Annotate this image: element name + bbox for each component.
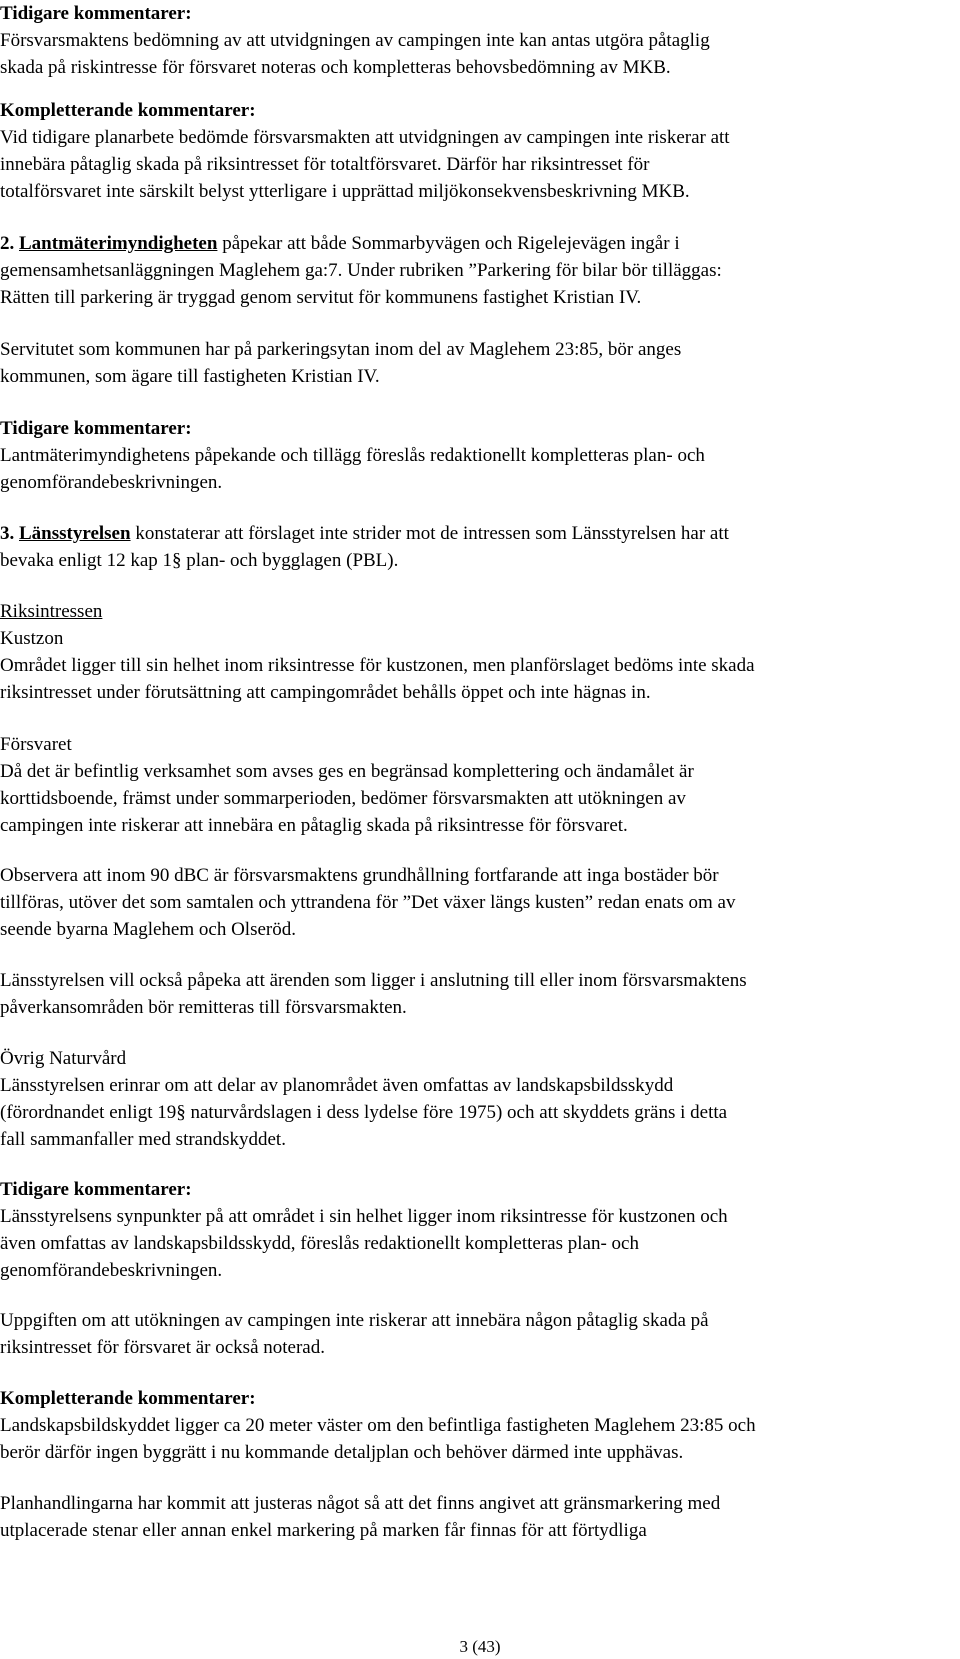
previous-comments-block-3: [0, 1176, 960, 1284]
remiss-paragraph: [0, 967, 960, 1021]
subheading: Kustzon: [0, 628, 64, 649]
text-line: genomförandebeskrivningen.: [0, 472, 223, 493]
text-line: genomförandebeskrivningen.: [0, 1260, 223, 1281]
text-line: fall sammanfaller med strandskyddet.: [0, 1129, 286, 1150]
forsvaret-section: [0, 731, 960, 839]
subheading: Övrig Naturvård: [0, 1048, 127, 1069]
item-2-lantmateri: [0, 230, 960, 311]
text-line: Försvarsmaktens bedömning av att utvidgningen av campingen inte kan antas utgöra påtaglig: [0, 30, 710, 51]
text-line: gemensamhetsanläggningen Maglehem ga:7. Under rubriken ”Parkering för bilar bör tilläggas:: [0, 260, 722, 281]
item-number: 2.: [0, 233, 15, 254]
planhandlingar-paragraph: [0, 1490, 960, 1544]
text-line: Uppgiften om att utökningen av campingen inte riskerar att innebära någon påtaglig skada på: [0, 1310, 709, 1331]
text-line: utplacerade stenar eller annan enkel markering på marken får finnas för att förtydliga: [0, 1520, 647, 1541]
text-line: Länsstyrelsens synpunkter på att området i sin helhet ligger inom riksintresse för kustzonen och: [0, 1206, 728, 1227]
text-fragment: konstaterar att förslaget inte strider mot de intressen som Länsstyrelsen har att: [135, 523, 729, 544]
text-line: Länsstyrelsen vill också påpeka att ärenden som ligger i anslutning till eller inom försvarsmaktens: [0, 970, 747, 991]
text-line: berör därför ingen byggrätt i nu kommande detaljplan och behöver därmed inte upphävas.: [0, 1442, 684, 1463]
section-heading: Kompletterande kommentarer:: [0, 100, 256, 121]
text-line: [0, 230, 960, 257]
text-line: Länsstyrelsen erinrar om att delar av planområdet även omfattas av landskapsbildsskydd: [0, 1075, 674, 1096]
section-heading: Tidigare kommentarer:: [0, 3, 192, 24]
subheading: Försvaret: [0, 734, 72, 755]
observera-paragraph: [0, 862, 960, 943]
text-line: skada på riskintresse för försvaret noteras och kompletteras behovsbedömning av MKB.: [0, 57, 671, 78]
text-line: kommunen, som ägare till fastigheten Kristian IV.: [0, 366, 380, 387]
item-number: 3.: [0, 523, 15, 544]
servitut-paragraph: [0, 336, 960, 390]
text-line: Observera att inom 90 dBC är försvarsmaktens grundhållning fortfarande att inga bostäder bör: [0, 865, 719, 886]
text-line: korttidsboende, främst under sommarperioden, bedömer försvarsmakten att utökningen av: [0, 788, 686, 809]
text-line: Lantmäterimyndighetens påpekande och tillägg föreslås redaktionellt kompletteras plan- och: [0, 445, 705, 466]
text-line: Området ligger till sin helhet inom riksintresse för kustzonen, men planförslaget bedöms inte skada: [0, 655, 755, 676]
supplementary-comments-block-1: [0, 97, 960, 205]
text-line: riksintresset för försvaret är också noterad.: [0, 1337, 325, 1358]
text-line: Landskapsbildskyddet ligger ca 20 meter väster om den befintliga fastigheten Maglehem 23:85 och: [0, 1415, 756, 1436]
previous-comments-block-1: [0, 0, 960, 81]
text-line: innebära påtaglig skada på riksintresset för totaltförsvaret. Därför har riksintresset för: [0, 154, 650, 175]
ovrig-naturvard-section: [0, 1045, 960, 1153]
section-heading: Tidigare kommentarer:: [0, 1179, 192, 1200]
text-line: Planhandlingarna har kommit att justeras något så att det finns angivet att gränsmarkering med: [0, 1493, 721, 1514]
text-line: (förordnandet enligt 19§ naturvårdslagen i dess lydelse före 1975) och att skyddets gräns i detta: [0, 1102, 728, 1123]
text-line: totalförsvaret inte särskilt belyst ytterligare i upprättad miljökonsekvensbeskrivning MKB.: [0, 181, 690, 202]
organization-name: Lantmäterimyndigheten: [19, 233, 218, 254]
section-heading: Riksintressen: [0, 601, 103, 622]
previous-comments-block-2: [0, 415, 960, 496]
text-line: [0, 520, 960, 547]
section-heading: Tidigare kommentarer:: [0, 418, 192, 439]
forsvaret-noted-paragraph: [0, 1307, 960, 1361]
text-line: Vid tidigare planarbete bedömde försvarsmakten att utvidgningen av campingen inte riskerar att: [0, 127, 730, 148]
riksintressen-section: [0, 598, 960, 706]
supplementary-comments-block-2: [0, 1385, 960, 1466]
text-line: seende byarna Maglehem och Olseröd.: [0, 919, 296, 940]
text-line: även omfattas av landskapsbildsskydd, föreslås redaktionellt kompletteras plan- och: [0, 1233, 639, 1254]
text-line: tillföras, utöver det som samtalen och yttrandena för ”Det växer längs kusten” redan enats om av: [0, 892, 736, 913]
text-fragment: påpekar att både Sommarbyvägen och Rigelejevägen ingår i: [222, 233, 680, 254]
section-heading: Kompletterande kommentarer:: [0, 1388, 256, 1409]
page-number: 3 (43): [459, 1637, 501, 1656]
text-line: påverkansområden bör remitteras till försvarsmakten.: [0, 997, 407, 1018]
text-line: riksintresset under förutsättning att campingområdet behålls öppet och inte hägnas in.: [0, 682, 651, 703]
item-3-lansstyrelsen: [0, 520, 960, 574]
text-line: campingen inte riskerar att innebära en påtaglig skada på riksintresse för försvaret.: [0, 815, 628, 836]
text-line: bevaka enligt 12 kap 1§ plan- och bygglagen (PBL).: [0, 550, 399, 571]
text-line: Rätten till parkering är tryggad genom servitut för kommunens fastighet Kristian IV.: [0, 287, 642, 308]
organization-name: Länsstyrelsen: [19, 523, 131, 544]
text-line: Servitutet som kommunen har på parkeringsytan inom del av Maglehem 23:85, bör anges: [0, 339, 682, 360]
text-line: Då det är befintlig verksamhet som avses ges en begränsad komplettering och ändamålet är: [0, 761, 694, 782]
